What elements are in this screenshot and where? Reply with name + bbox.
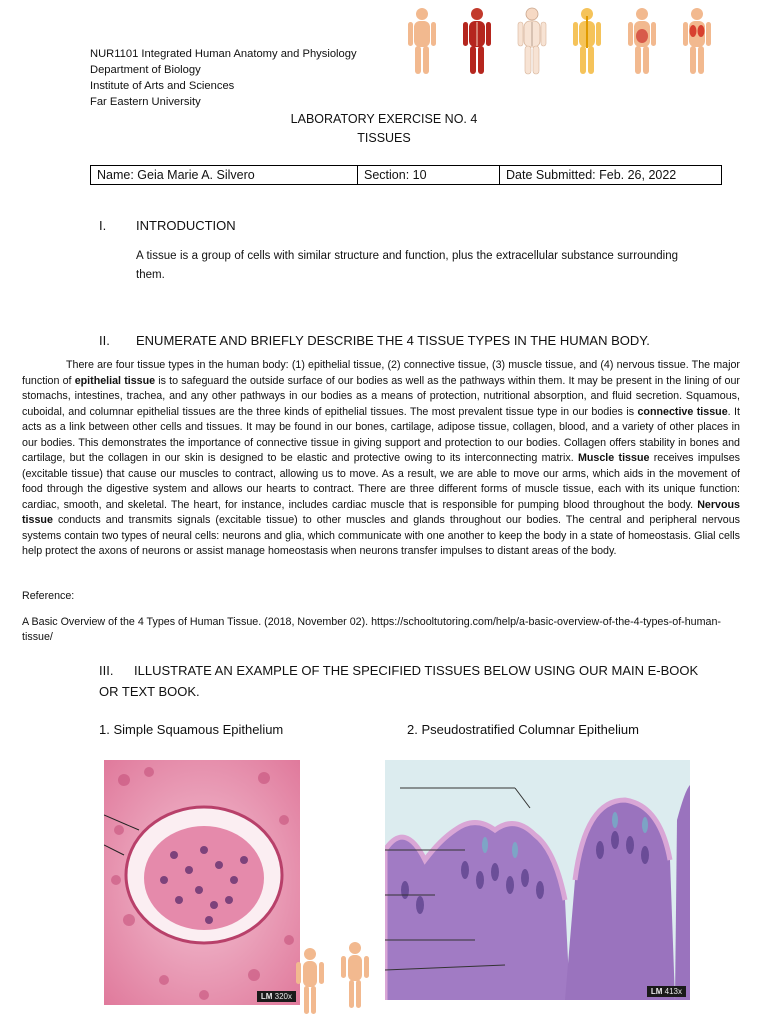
lm-label: LM xyxy=(650,987,663,996)
exercise-title: LABORATORY EXERCISE NO. 4 xyxy=(290,112,478,126)
paragraph-part: conducts and transmits signals (excitable tissue) to other muscles and glands throughout our bodies. The central and peripheral nervous systems contain two types of neural cells: neurons and glia, which communicate with one another to keep the body in a state of homeostasis. Glial cells help protect the axons of neurons or assist manage homeostasis when neurons transfer impulses to distant areas of the body. xyxy=(22,514,740,557)
body-systems-illustration xyxy=(400,6,730,76)
university-line: Far Eastern University xyxy=(90,96,201,108)
section-1-title: INTRODUCTION xyxy=(136,218,236,233)
nervous-term: Nervous tissue xyxy=(22,498,740,526)
section-3-title: ILLUSTRATE AN EXAMPLE OF THE SPECIFIED TISSUES BELOW USING OUR MAIN E-BOOK OR TEXT BOOK. xyxy=(99,663,699,699)
paragraph-part: . It acts as a link between other cells and tissues. It may be found in our bones, cartilage, adipose tissue, collagen, blood, and a variety of other places in our bodies. This demonstrates the importance of connective tissue in giving support and protection to our bodies. Collagen offers stability in bones and cartilage, but the collagen in our skin is designed to be elastic and protective owing to its interconnecting matrix. xyxy=(22,405,740,464)
body-figure-icon xyxy=(296,948,324,1014)
paragraph-part: There are four tissue types in the human body: (1) epithelial tissue, (2) connective tissue, (3) muscle tissue, and (4) nervous tissue. The major function of xyxy=(22,359,740,387)
connective-term: connective tissue xyxy=(637,405,728,418)
nervous-figure-icon xyxy=(573,8,601,74)
magnification-value: 413x xyxy=(664,987,682,996)
exercise-subtitle: TISSUES xyxy=(357,131,411,145)
magnification-value: 320x xyxy=(274,992,292,1001)
date-cell: Date Submitted: Feb. 26, 2022 xyxy=(506,168,677,182)
section-3-number: III. xyxy=(99,663,114,678)
simple-squamous-micrograph xyxy=(104,760,300,1005)
figure-1-title: 1. Simple Squamous Epithelium xyxy=(99,722,284,737)
respiratory-figure-icon xyxy=(683,8,711,74)
name-cell: Name: Geia Marie A. Silvero xyxy=(91,166,358,184)
section-cell: Section: 10 xyxy=(358,166,500,184)
institute-line: Institute of Arts and Sciences xyxy=(90,80,235,92)
small-body-figures-illustration xyxy=(290,940,390,1024)
reference-citation: A Basic Overview of the 4 Types of Human Tissue. (2018, November 02). https://schooltutoring.com/help/a-basic-overview-of-the-4-types-of-human-tissue/ xyxy=(22,616,721,643)
digestive-figure-icon xyxy=(628,8,656,74)
student-info-table xyxy=(90,165,722,185)
section-2-number: II. xyxy=(99,333,110,348)
section-3-heading xyxy=(99,660,719,702)
department-line: Department of Biology xyxy=(90,64,201,76)
muscle-figure-icon xyxy=(463,8,491,74)
paragraph-part: receives impulses (excitable tissue) that cause our muscles to contract, allowing us to move. As a result, we are able to move our arms, which aids in the movement of food through the digestive system and allows our hearts to contract. There are three different forms of muscle tissue, each with its unique function: cardiac, smooth, and skeletal. The heart, for instance, includes cardiac muscle that is responsible for pumping blood throughout the body. xyxy=(22,452,741,511)
body-figure-icon xyxy=(341,942,369,1008)
reference-label: Reference: xyxy=(22,590,75,602)
epithelial-term: epithelial tissue xyxy=(74,374,156,387)
skin-figure-icon xyxy=(408,8,436,74)
section-2-title: ENUMERATE AND BRIEFLY DESCRIBE THE 4 TISSUE TYPES IN THE HUMAN BODY. xyxy=(136,333,650,348)
document-header xyxy=(90,46,357,110)
lm-label: LM xyxy=(260,992,273,1001)
tissue-types-paragraph xyxy=(22,358,740,560)
course-line: NUR1101 Integrated Human Anatomy and Physiology xyxy=(90,48,357,60)
introduction-text: A tissue is a group of cells with similar structure and function, plus the extracellular substance surrounding them. xyxy=(136,250,678,281)
muscle-term: Muscle tissue xyxy=(577,452,650,464)
figure-2-title: 2. Pseudostratified Columnar Epithelium xyxy=(407,722,639,737)
paragraph-part: is to safeguard the outside surface of our bodies as well as the pathways within them. It may be present in the lining of our stomachs, intestines, trachea, and any other pathways in our bodies as a means of protection, nutritional absorption, and fluid secretion. Squamous, cuboidal, and columnar epithelial tissues are the three kinds of epithelial tissues. The most prevalent tissue type in our bodies is xyxy=(22,374,740,418)
skeleton-figure-icon xyxy=(518,8,546,74)
magnification-badge xyxy=(647,986,686,997)
section-1-number: I. xyxy=(99,218,107,233)
pseudostratified-micrograph xyxy=(385,760,690,1000)
